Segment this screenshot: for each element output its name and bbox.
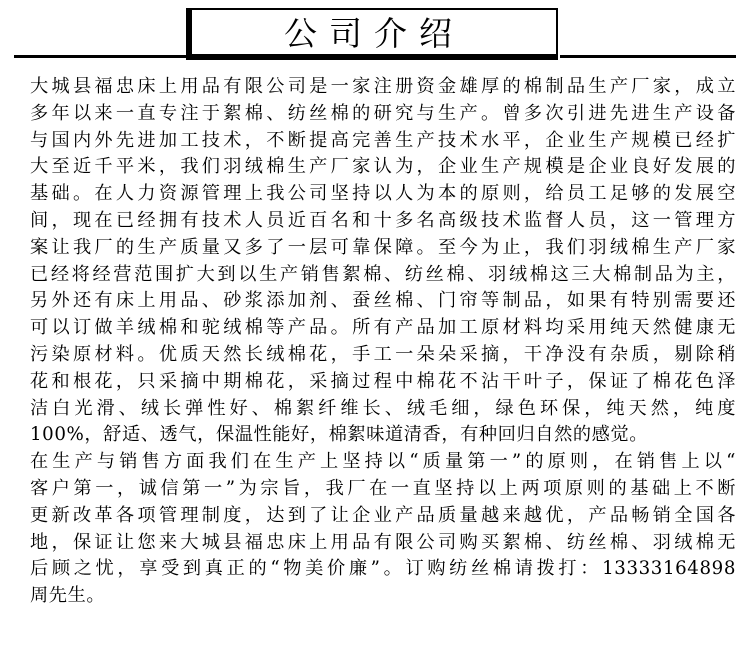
text-line: 在生产与销售方面我们在生产上坚持以“质量第一”的原则，在销售上以“ [30, 451, 736, 473]
text-line: 多年以来一直专注于絮棉、纺丝棉的研究与生产。曾多次引进先进生产设备 [30, 102, 736, 124]
text-line: 大城县福忠床上用品有限公司是一家注册资金雄厚的棉制品生产厂家，成立 [30, 76, 736, 97]
text-line: 更新改革各项管理制度，达到了让企业产品质量越来越优，产品畅销全国各 [30, 504, 736, 526]
header-rule-right [560, 55, 736, 58]
text-line: 花和根花，只采摘中期棉花，采摘过程中棉花不沾干叶子，保证了棉花色泽 [30, 370, 736, 392]
paragraph-1 [30, 74, 736, 449]
page-title: 公司介绍 [284, 13, 464, 53]
title-box [186, 8, 558, 60]
text-line: 客户第一，诚信第一”为宗旨，我厂在一直坚持以上两项原则的基础上不断 [30, 477, 736, 499]
text-line: 基础。在人力资源管理上我公司坚持以人为本的原则，给员工足够的发展空 [30, 183, 736, 205]
text-line: 案让我厂的生产质量又多了一层可靠保障。至今为止，我们羽绒棉生产厂家 [30, 236, 736, 258]
text-line: 后顾之忧，享受到真正的“物美价廉”。订购纺丝棉请拨打：13333164898 [30, 558, 736, 580]
text-line: 另外还有床上用品、砂浆添加剂、蚕丝棉、门帘等制品，如果有特别需要还 [30, 290, 736, 312]
text-line: 可以订做羊绒棉和驼绒棉等产品。所有产品加工原材料均采用纯天然健康无 [30, 317, 736, 339]
text-line: 与国内外先进加工技术，不断提高完善生产技术水平，企业生产规模已经扩 [30, 129, 736, 151]
paragraph-2 [30, 449, 736, 610]
text-line: 间，现在已经拥有技术人员近百名和十多名高级技术监督人员，这一管理方 [30, 209, 736, 231]
text-line: 已经将经营范围扩大到以生产销售絮棉、纺丝棉、羽绒棉这三大棉制品为主， [30, 263, 736, 285]
company-intro-body [30, 74, 736, 610]
header-rule-left [14, 55, 194, 58]
text-line: 100%，舒适、透气，保温性能好，棉絮味道清香，有种回归自然的感觉。 [30, 424, 649, 446]
text-line: 大至近千平米，我们羽绒棉生产厂家认为，企业生产规模是企业良好发展的 [30, 156, 736, 178]
text-line: 污染原材料。优质天然长绒棉花，手工一朵朵采摘，干净没有杂质，剔除稍 [30, 343, 736, 365]
text-line: 周先生。 [30, 585, 106, 607]
text-line: 地，保证让您来大城县福忠床上用品有限公司购买絮棉、纺丝棉、羽绒棉无 [30, 531, 736, 553]
text-line: 洁白光滑、绒长弹性好、棉絮纤维长、绒毛细，绿色环保，纯天然，纯度 [30, 397, 736, 419]
